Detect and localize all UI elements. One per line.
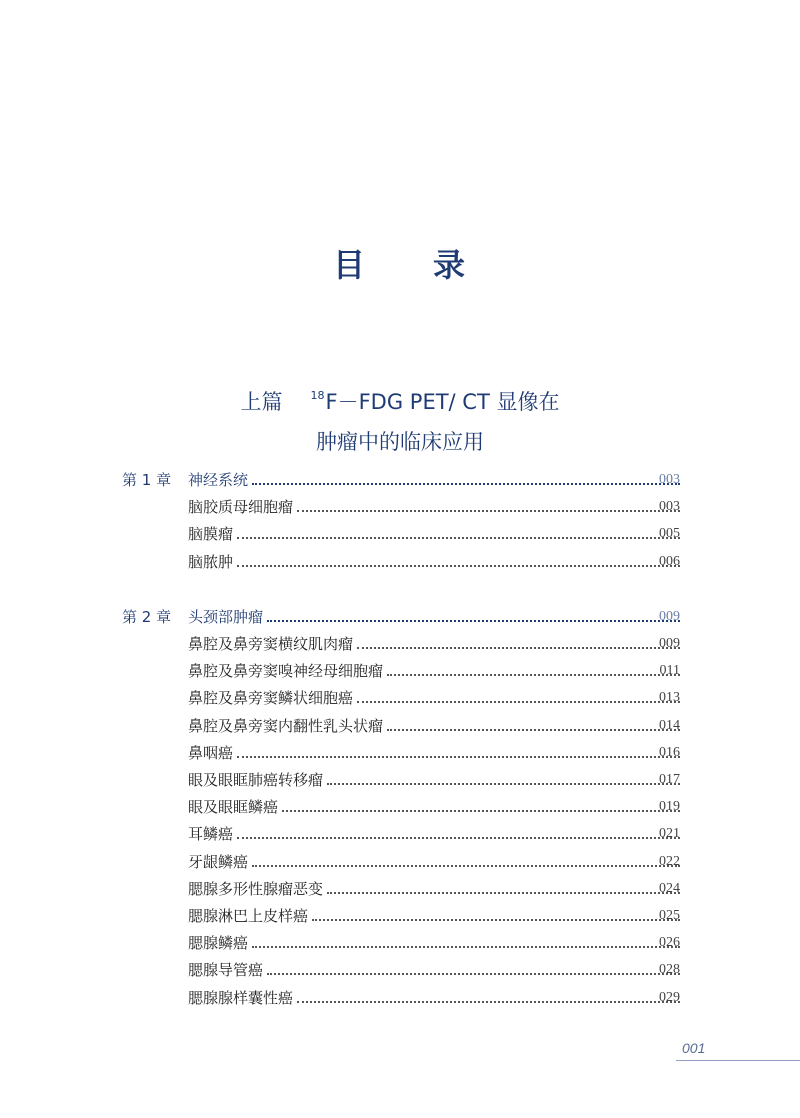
section-title: 眼及眼眶鳞癌	[188, 798, 279, 817]
dot-leader	[327, 892, 680, 894]
section-title: 脑胶质母细胞瘤	[188, 498, 294, 517]
dot-leader	[237, 756, 680, 758]
toc-page-number: 024	[659, 880, 680, 896]
title-char-2: 录	[433, 246, 468, 284]
toc-page-number: 013	[659, 690, 680, 706]
toc-page-number: 028	[659, 962, 680, 978]
section-title: 牙龈鳞癌	[188, 852, 249, 871]
toc-entry	[188, 768, 680, 792]
toc-chapter-row[interactable]	[0, 605, 800, 629]
toc-section-row[interactable]	[0, 495, 800, 519]
section-title: 鼻腔及鼻旁窦鳞状细胞癌	[188, 689, 354, 708]
toc-page-number: 009	[659, 608, 680, 624]
part-title-line-1: F－FDG PET/ CT 显像在	[325, 390, 560, 414]
toc-section-row[interactable]	[0, 714, 800, 738]
dot-leader	[237, 837, 680, 839]
toc-chapter-row[interactable]	[0, 468, 800, 492]
toc-entry	[188, 686, 680, 710]
chapter-number: 第 1 章	[122, 471, 172, 489]
toc-entry	[188, 850, 680, 874]
toc-page-number: 019	[659, 799, 680, 815]
toc-page-number: 017	[659, 772, 680, 787]
title-char-1: 目	[332, 246, 367, 284]
toc-entry	[188, 550, 680, 574]
toc-entry	[188, 632, 680, 656]
toc-section-row[interactable]	[0, 632, 800, 656]
dot-leader	[312, 919, 680, 921]
dot-leader	[357, 647, 680, 649]
toc-entry	[188, 659, 680, 683]
dot-leader	[357, 701, 680, 703]
section-title: 耳鳞癌	[188, 825, 234, 844]
toc-section-row[interactable]	[0, 931, 800, 955]
isotope-superscript: 18	[310, 389, 325, 402]
toc-entry	[188, 877, 680, 901]
footer-page-number: 001	[682, 1040, 706, 1056]
toc-section-row[interactable]	[0, 958, 800, 982]
section-title: 腮腺多形性腺瘤恶变	[188, 879, 324, 898]
toc-section-row[interactable]	[0, 768, 800, 792]
toc-section-row[interactable]	[0, 659, 800, 683]
toc-entry	[188, 904, 680, 928]
toc-entry	[188, 822, 680, 846]
toc-section-row[interactable]	[0, 522, 800, 546]
toc-section-row[interactable]	[0, 686, 800, 710]
section-title: 脑膜瘤	[188, 525, 234, 544]
page-title	[0, 240, 800, 286]
toc-page-number: 022	[659, 853, 680, 869]
chapter-title: 神经系统	[188, 471, 249, 489]
dot-leader	[297, 510, 680, 512]
section-title: 鼻腔及鼻旁窦嗅神经母细胞瘤	[188, 662, 384, 681]
toc-page-number: 014	[659, 717, 680, 733]
toc-page-number: 029	[659, 989, 680, 1005]
toc-entry	[188, 605, 680, 629]
section-title: 腮腺腺样囊性癌	[188, 988, 294, 1007]
toc-section-row[interactable]	[0, 550, 800, 574]
dot-leader	[387, 729, 680, 731]
toc-page-number: 003	[659, 472, 680, 487]
section-title: 脑脓肿	[188, 552, 234, 571]
part-heading-line-1	[0, 378, 800, 420]
toc-page-number: 026	[659, 935, 680, 951]
toc-entry	[188, 741, 680, 765]
section-title: 鼻腔及鼻旁窦内翻性乳头状瘤	[188, 716, 384, 735]
toc-section-row[interactable]	[0, 850, 800, 874]
dot-leader	[282, 810, 680, 812]
toc-page-number: 009	[659, 636, 680, 651]
toc-entry	[188, 522, 680, 546]
toc-entry	[188, 795, 680, 819]
toc-entry	[188, 986, 680, 1010]
dot-leader	[252, 946, 680, 948]
toc-section-row[interactable]	[0, 986, 800, 1010]
toc-page-number: 006	[659, 553, 680, 569]
chapter-title: 头颈部肿瘤	[188, 607, 264, 626]
toc-section-row[interactable]	[0, 822, 800, 846]
dot-leader	[267, 973, 680, 975]
toc-page-number: 016	[659, 744, 680, 760]
section-title: 腮腺导管癌	[188, 961, 264, 980]
part-heading	[0, 378, 800, 460]
toc-section-row[interactable]	[0, 904, 800, 928]
toc-section-row[interactable]	[0, 795, 800, 819]
part-label: 上篇	[240, 390, 283, 414]
part-title-line-2: 肿瘤中的临床应用	[316, 430, 484, 454]
toc-page-number: 025	[659, 908, 680, 923]
toc-entry	[188, 495, 680, 519]
section-title: 鼻腔及鼻旁窦横纹肌肉瘤	[188, 635, 354, 653]
section-title: 眼及眼眶肺癌转移瘤	[188, 771, 324, 789]
toc-section-row[interactable]	[0, 877, 800, 901]
toc-entry	[188, 714, 680, 738]
toc-page-number: 003	[659, 499, 680, 515]
dot-leader	[327, 783, 680, 785]
toc-entry	[188, 958, 680, 982]
toc-entry	[188, 468, 680, 492]
toc-page-number: 005	[659, 526, 680, 542]
toc-section-row[interactable]	[0, 741, 800, 765]
dot-leader	[237, 565, 680, 567]
section-title: 鼻咽癌	[188, 743, 234, 762]
toc-page-number: 011	[659, 663, 680, 679]
toc-entry	[188, 931, 680, 955]
section-title: 腮腺鳞癌	[188, 934, 249, 953]
dot-leader	[297, 1001, 680, 1003]
chapter-number: 第 2 章	[122, 607, 172, 626]
toc-page-number: 021	[659, 826, 680, 842]
section-title: 腮腺淋巴上皮样癌	[188, 907, 309, 925]
dot-leader	[267, 620, 680, 622]
dot-leader	[237, 537, 680, 539]
dot-leader	[252, 865, 680, 867]
footer-rule	[676, 1060, 800, 1061]
dot-leader	[387, 674, 680, 676]
dot-leader	[252, 483, 680, 485]
